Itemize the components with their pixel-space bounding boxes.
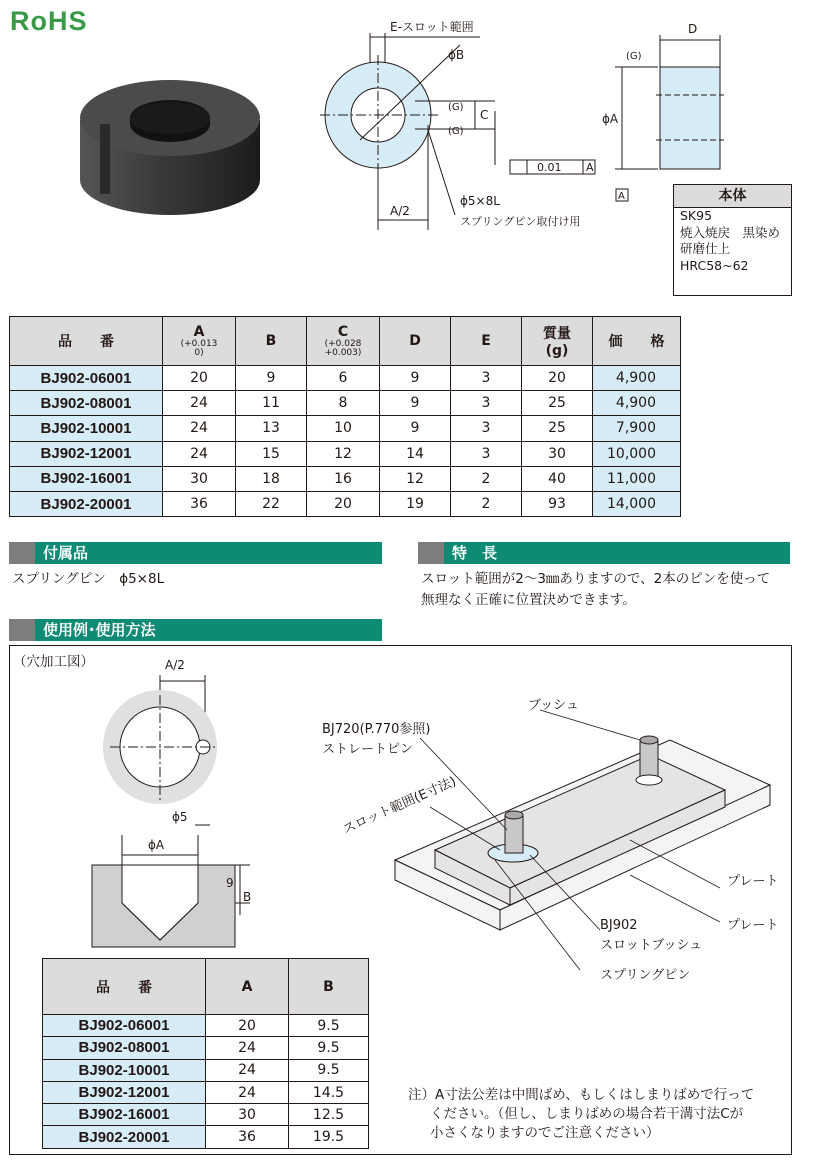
cell-a: 36: [206, 1126, 289, 1148]
part-number: BJ902-08001: [10, 391, 163, 416]
header-d: D: [380, 317, 451, 366]
cell-a: 20: [163, 366, 236, 391]
plate-label-2: プレート: [727, 918, 779, 933]
cell-b: 9.5: [289, 1059, 369, 1081]
header-c-text: C: [337, 324, 349, 340]
pin-spec-label: ϕ5×8L: [460, 194, 500, 208]
slot-bush-label: スロットブッシュ: [600, 938, 703, 953]
section-marker: [9, 542, 35, 564]
cell-c: 6: [307, 366, 380, 391]
header-c: [307, 317, 380, 366]
hole-phi-a-label: ϕA: [148, 838, 165, 852]
table-row: [43, 1059, 369, 1081]
cell-a: 30: [206, 1104, 289, 1126]
d-label: D: [688, 22, 698, 36]
c-label: C: [480, 108, 489, 122]
cell-c: 12: [307, 441, 380, 466]
cell-d: 9: [380, 366, 451, 391]
table-row: [10, 416, 681, 441]
bush-label: ブッシュ: [528, 698, 579, 713]
cell-b: 14.5: [289, 1081, 369, 1103]
part-number: BJ902-10001: [43, 1059, 206, 1081]
cell-a: 30: [163, 466, 236, 491]
cell-b: 9: [236, 366, 307, 391]
header-part-no: 品 番: [10, 317, 163, 366]
header-c-tol-top: (+0.028: [324, 339, 362, 349]
header-a: A: [206, 959, 289, 1015]
cell-d: 14: [380, 441, 451, 466]
cell-price: 14,000: [593, 491, 681, 516]
g-label-2: (G): [448, 126, 464, 137]
slot-range-label: スロット範囲(E寸法): [340, 774, 459, 838]
table-row: [43, 1015, 369, 1037]
cell-price: 4,900: [593, 366, 681, 391]
cell-a: 36: [163, 491, 236, 516]
table-row: [43, 1081, 369, 1103]
cell-b: 13: [236, 416, 307, 441]
cell-d: 9: [380, 391, 451, 416]
cell-e: 3: [451, 391, 522, 416]
header-a-tol-top: (+0.013: [180, 339, 218, 349]
features-line-2: 無理なく正確に位置決めできます。: [421, 592, 636, 608]
part-number: BJ902-16001: [10, 466, 163, 491]
header-a-tol-bottom: 0): [194, 348, 204, 358]
phi-b-label: ϕB: [448, 48, 465, 62]
cell-c: 20: [307, 491, 380, 516]
cell-b: 9.5: [289, 1015, 369, 1037]
cell-b: 22: [236, 491, 307, 516]
e-slot-label: E-スロット範囲: [390, 20, 474, 34]
features-title: 特 長: [452, 544, 498, 562]
cell-mass: 40: [522, 466, 593, 491]
usage-header: [9, 619, 382, 641]
cell-b: 9.5: [289, 1037, 369, 1059]
header-price: 価 格: [593, 317, 681, 366]
usage-title: 使用例･使用方法: [43, 621, 156, 639]
cell-mass: 25: [522, 391, 593, 416]
table-row: [43, 1126, 369, 1148]
table-row: [10, 366, 681, 391]
accessories-header: [9, 542, 382, 564]
header-mass: [522, 317, 593, 366]
rohs-logo: RoHS: [10, 6, 88, 36]
part-number: BJ902-12001: [43, 1081, 206, 1103]
footnote: [408, 1086, 788, 1143]
table-row: [10, 466, 681, 491]
g-label-1: (G): [448, 102, 464, 113]
footnote-line-2: ください。（但し、しまりばめの場合若干溝寸法Cが: [430, 1106, 744, 1122]
part-number: BJ902-06001: [43, 1015, 206, 1037]
cell-mass: 20: [522, 366, 593, 391]
datum-label: A: [586, 161, 594, 174]
product-photo: [70, 60, 270, 225]
bj902-label: BJ902: [600, 918, 638, 933]
hole-nine-label: 9: [226, 876, 234, 890]
cell-a: 24: [163, 391, 236, 416]
footnote-line-1: 注）A寸法公差は中間ばめ、もしくはしまりばめで行って: [408, 1087, 755, 1103]
straight-pin-label: ストレートピン: [322, 742, 414, 757]
pin-caption: スプリングピン取付け用: [460, 215, 581, 228]
header-c-tol-bottom: +0.003): [324, 348, 362, 358]
cell-a: 20: [206, 1015, 289, 1037]
cell-price: 7,900: [593, 416, 681, 441]
spring-pin-label: スプリングピン: [600, 968, 691, 983]
cell-c: 16: [307, 466, 380, 491]
spec-table: [9, 316, 681, 517]
part-number: BJ902-20001: [43, 1126, 206, 1148]
cell-b: 18: [236, 466, 307, 491]
hole-drawing: [90, 655, 250, 955]
cell-a: 24: [163, 416, 236, 441]
header-a: [163, 317, 236, 366]
front-view-drawing: [300, 15, 600, 240]
cell-d: 12: [380, 466, 451, 491]
cell-mass: 93: [522, 491, 593, 516]
cell-a: 24: [163, 441, 236, 466]
section-marker: [418, 542, 444, 564]
cell-b: 19.5: [289, 1126, 369, 1148]
cell-b: 11: [236, 391, 307, 416]
hole-a-half-label: A/2: [165, 658, 185, 672]
header-b: B: [236, 317, 307, 366]
datum-side-label: A: [618, 191, 625, 202]
hole-drawing-label: （穴加工図）: [13, 654, 94, 670]
cell-c: 8: [307, 391, 380, 416]
a-half-label: A/2: [390, 204, 410, 218]
table-row: [43, 1104, 369, 1126]
header-e: E: [451, 317, 522, 366]
cell-e: 3: [451, 366, 522, 391]
material-line: 研磨仕上: [680, 241, 731, 256]
table-row: [10, 441, 681, 466]
cell-b: 12.5: [289, 1104, 369, 1126]
g-side-label: (G): [626, 51, 642, 62]
cell-c: 10: [307, 416, 380, 441]
cell-e: 2: [451, 466, 522, 491]
footnote-line-3: 小さくなりますのでご注意ください）: [430, 1125, 660, 1141]
bj720-label: BJ720(P.770参照): [322, 722, 431, 737]
material-line: HRC58~62: [680, 257, 749, 273]
header-part-no: 品 番: [43, 959, 206, 1015]
accessories-text: スプリングピン ϕ5×8L: [12, 571, 165, 587]
cell-price: 4,900: [593, 391, 681, 416]
cell-e: 2: [451, 491, 522, 516]
part-number: BJ902-10001: [10, 416, 163, 441]
part-number: BJ902-08001: [43, 1037, 206, 1059]
cell-a: 24: [206, 1081, 289, 1103]
part-number: BJ902-12001: [10, 441, 163, 466]
cell-d: 19: [380, 491, 451, 516]
features-header: [418, 542, 790, 564]
plate-label-1: プレート: [727, 874, 779, 889]
hole-phi5-label: ϕ5: [172, 810, 188, 824]
header-mass-text: 質量: [543, 326, 571, 342]
header-a-text: A: [193, 324, 205, 340]
table-row: [10, 491, 681, 516]
cell-e: 3: [451, 416, 522, 441]
cell-price: 11,000: [593, 466, 681, 491]
material-line: 焼入焼戻 黒染め: [680, 224, 781, 240]
cell-a: 24: [206, 1037, 289, 1059]
part-number: BJ902-20001: [10, 491, 163, 516]
header-b: B: [289, 959, 369, 1015]
cell-b: 15: [236, 441, 307, 466]
phi-a-label: ϕA: [602, 112, 619, 126]
part-number: BJ902-06001: [10, 366, 163, 391]
cell-mass: 25: [522, 416, 593, 441]
cell-price: 10,000: [593, 441, 681, 466]
cell-mass: 30: [522, 441, 593, 466]
material-header: 本体: [674, 185, 791, 208]
hole-b-label: B: [243, 890, 252, 904]
header-mass-unit: (g): [545, 343, 569, 359]
accessories-title: 付属品: [43, 544, 89, 562]
table-row: [10, 391, 681, 416]
part-number: BJ902-16001: [43, 1104, 206, 1126]
side-view-drawing: [600, 15, 735, 210]
hole-dimension-table: [42, 958, 369, 1149]
table-row: [43, 1037, 369, 1059]
section-marker: [9, 619, 35, 641]
cell-d: 9: [380, 416, 451, 441]
cell-a: 24: [206, 1059, 289, 1081]
material-line: SK95: [680, 208, 713, 223]
material-box: [673, 184, 792, 296]
features-line-1: スロット範囲が2～3㎜ありますので、2本のピンを使って: [421, 571, 771, 587]
cell-e: 3: [451, 441, 522, 466]
tolerance-value: 0.01: [537, 161, 562, 174]
